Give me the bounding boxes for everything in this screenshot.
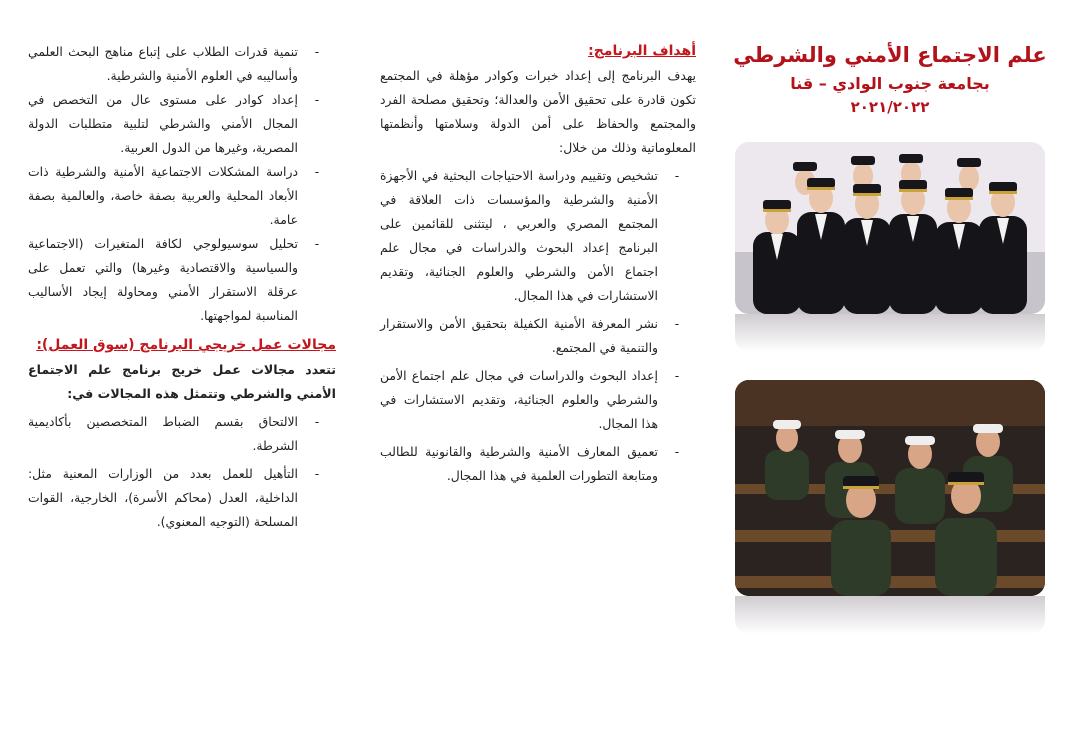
career-item-1: الالتحاق بقسم الضباط المتخصصين بأكاديمية الشرطة. — [28, 414, 298, 453]
bullet-dash: - — [674, 168, 680, 183]
goal-item-7: دراسة المشكلات الاجتماعية الأمنية والشرطية ذات الأبعاد المحلية والعربية بصفة خاصة، والعالمية بصفة عامة. — [28, 164, 298, 227]
goal-item-4: تعميق المعارف الأمنية والشرطية والقانونية للطالب ومتابعة التطورات العلمية في هذا المجال. — [380, 444, 658, 483]
photo-reflection-bottom — [735, 596, 1045, 634]
bullet-dash: - — [314, 466, 320, 481]
career-item-2: التأهيل للعمل بعدد من الوزارات المعنية مثل: الداخلية، العدل (محاكم الأسرة)، الخارجية، القوات المسلحة (التوجيه المعنوي). — [28, 466, 298, 529]
list-item — [380, 164, 696, 308]
list-item — [28, 462, 336, 534]
goal-item-3: إعداد البحوث والدراسات في مجال علم اجتماع الأمن والشرطي والعلوم الجنائية، وتقديم الاستشارات في هذا المجال. — [380, 368, 658, 431]
list-item — [380, 440, 696, 488]
auditorium-photo-art — [735, 380, 1045, 596]
program-title: علم الاجتماع الأمني والشرطي — [733, 43, 1047, 67]
goal-item-1: تشخيص وتقييم ودراسة الاحتياجات البحثية في الأجهزة الأمنية والشرطية والمؤسسات ذات العلاقة في المجتمع المصري والعربي ، ليتثنى للقائمين على البرنامج إعداد البحوث والدراسات في مجال علم اجتماع الأمن والشرطي والعلوم الجنائية، وتقديم الاستشارات في هذا المجال. — [380, 168, 658, 303]
program-goals-heading: أهداف البرنامج: — [588, 43, 696, 59]
right-panel — [732, 40, 1048, 634]
careers-heading: مجالات عمل خريجي البرنامج (سوق العمل): — [36, 337, 336, 353]
list-item — [28, 40, 336, 88]
bullet-dash: - — [674, 444, 680, 459]
list-item — [28, 232, 336, 328]
list-item — [380, 312, 696, 360]
list-item — [380, 364, 696, 436]
list-item — [28, 160, 336, 232]
goal-item-6: إعداد كوادر على مستوى عال من التخصص في المجال الأمني والشرطي لتلبية متطلبات الدولة المصرية، وغيرها من الدول العربية. — [28, 92, 298, 155]
careers-intro: تتعدد مجالات عمل خريج برنامج علم الاجتماع الأمني والشرطي وتتمثل هذه المجالات في: — [28, 362, 336, 401]
bullet-dash: - — [314, 236, 320, 251]
photo-reflection-top — [735, 314, 1045, 352]
list-item — [28, 88, 336, 160]
goal-item-5: تنمية قدرات الطلاب على إتباع مناهج البحث العلمي وأساليبه في العلوم الأمنية والشرطية. — [28, 44, 298, 83]
middle-column — [380, 40, 696, 488]
university-name: بجامعة جنوب الوادي – قنا — [790, 74, 990, 93]
bullet-dash: - — [314, 92, 320, 107]
police-cadets-auditorium-photo — [735, 380, 1045, 596]
bullet-dash: - — [674, 316, 680, 331]
bullet-dash: - — [314, 164, 320, 179]
cadets-photo-art — [735, 142, 1045, 314]
goal-item-8: تحليل سوسيولوجي لكافة المتغيرات (الاجتماعية والسياسية والاقتصادية وغيرها) والتي تعمل على عرقلة الاستقرار الأمني ومحاولة إيجاد الأساليب المناسبة لمواجهتها. — [28, 236, 298, 323]
bullet-dash: - — [314, 414, 320, 429]
program-goals-intro: يهدف البرنامج إلى إعداد خبرات وكوادر مؤهلة في المجتمع تكون قادرة على تحقيق الأمن والعدالة؛ وتحقيق مصلحة الفرد والمجتمع والحفاظ على أمن الدولة وسلامتها وأنظمتها المعلوماتية وذلك من خلال: — [380, 68, 696, 155]
list-item — [28, 410, 336, 458]
academic-year: ٢٠٢١/٢٠٢٢ — [850, 98, 930, 116]
goal-item-2: نشر المعرفة الأمنية الكفيلة بتحقيق الأمن والاستقرار والتنمية في المجتمع. — [380, 316, 658, 355]
left-column — [28, 40, 336, 534]
female-police-cadets-photo — [735, 142, 1045, 314]
bullet-dash: - — [314, 44, 320, 59]
bullet-dash: - — [674, 368, 680, 383]
